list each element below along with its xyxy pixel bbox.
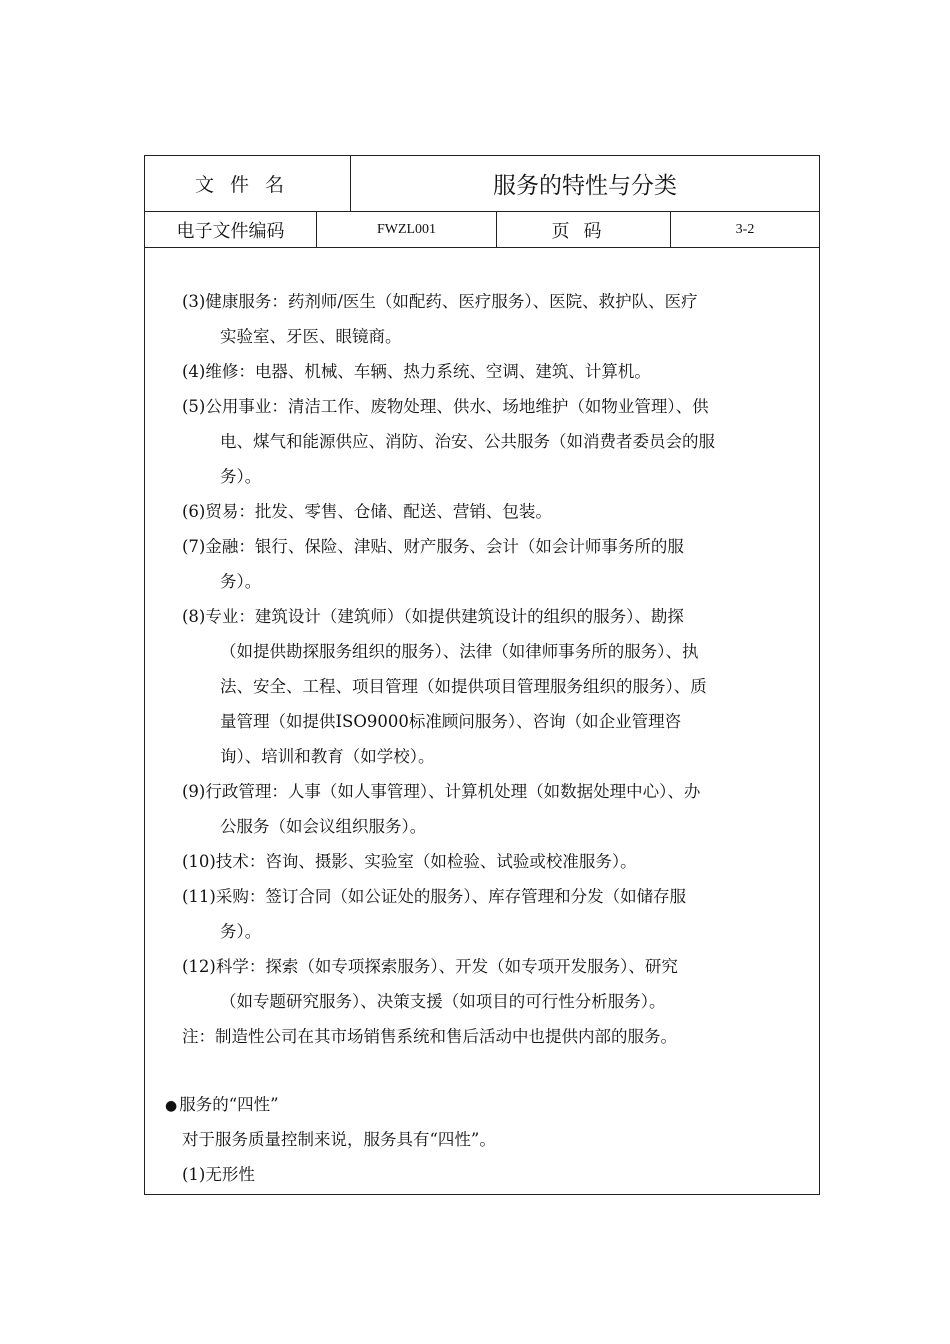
body-line: 务）。 bbox=[220, 922, 262, 941]
page-value: 3-2 bbox=[735, 221, 755, 237]
header-row-meta bbox=[145, 212, 819, 248]
body-line: (10)技术：咨询、摄影、实验室（如检验、试验或校准服务）。 bbox=[182, 852, 637, 871]
body-line: (4)维修：电器、机械、车辆、热力系统、空调、建筑、计算机。 bbox=[182, 362, 651, 381]
body-line: 务）。 bbox=[220, 572, 262, 591]
page-label: 页码 bbox=[551, 220, 616, 242]
body-line: 量管理（如提供ISO9000标准顾问服务）、咨询（如企业管理咨 bbox=[220, 712, 682, 731]
section-heading bbox=[165, 1091, 279, 1115]
body-line: 务）。 bbox=[220, 467, 262, 486]
page-value-cell bbox=[671, 212, 819, 247]
section-item: (1)无形性 bbox=[182, 1165, 255, 1184]
document-frame bbox=[144, 155, 820, 1195]
document-title: 服务的特性与分类 bbox=[493, 173, 677, 199]
body-line: 询）、培训和教育（如学校）。 bbox=[220, 747, 435, 766]
body-line: (11)采购：签订合同（如公证处的服务）、库存管理和分发（如储存服 bbox=[182, 887, 687, 906]
bullet-icon: ● bbox=[165, 1098, 178, 1114]
header-row-title bbox=[145, 156, 819, 212]
ecode-value: FWZL001 bbox=[376, 221, 437, 237]
ecode-label-cell bbox=[145, 212, 317, 247]
title-cell bbox=[351, 156, 819, 211]
section-intro: 对于服务质量控制来说，服务具有“四性”。 bbox=[182, 1130, 496, 1149]
body-line: （如专题研究服务）、决策支援（如项目的可行性分析服务）。 bbox=[220, 992, 666, 1011]
section-title: 服务的“四性” bbox=[179, 1095, 279, 1114]
body-line: (12)科学：探索（如专项探索服务）、开发（如专项开发服务）、研究 bbox=[182, 957, 678, 976]
body-line: (8)专业：建筑设计（建筑师）（如提供建筑设计的组织的服务）、勘探 bbox=[182, 607, 684, 626]
file-name-label: 文件名 bbox=[194, 174, 300, 196]
body-line: (5)公用事业：清洁工作、废物处理、供水、场地维护（如物业管理）、供 bbox=[182, 397, 709, 416]
body-line: (6)贸易：批发、零售、仓储、配送、营销、包装。 bbox=[182, 502, 552, 521]
file-name-label-cell bbox=[145, 156, 351, 211]
page-label-cell bbox=[497, 212, 671, 247]
body-line: (7)金融：银行、保险、津贴、财产服务、会计（如会计师事务所的服 bbox=[182, 537, 684, 556]
body-line: 法、安全、工程、项目管理（如提供项目管理服务组织的服务）、质 bbox=[220, 677, 707, 696]
body-line: 实验室、牙医、眼镜商。 bbox=[220, 327, 402, 346]
note-line: 注：制造性公司在其市场销售系统和售后活动中也提供内部的服务。 bbox=[182, 1027, 677, 1046]
body-line: （如提供勘探服务组织的服务）、法律（如律师事务所的服务）、执 bbox=[220, 642, 699, 661]
body-line: 公服务（如会议组织服务）。 bbox=[220, 817, 427, 836]
body-line: (9)行政管理：人事（如人事管理）、计算机处理（如数据处理中心）、办 bbox=[182, 782, 701, 801]
body-line: (3)健康服务：药剂师/医生（如配药、医疗服务）、医院、救护队、医疗 bbox=[182, 292, 698, 311]
ecode-label: 电子文件编码 bbox=[176, 220, 285, 242]
body-line: 电、煤气和能源供应、消防、治安、公共服务（如消费者委员会的服 bbox=[220, 432, 715, 451]
ecode-value-cell bbox=[317, 212, 497, 247]
